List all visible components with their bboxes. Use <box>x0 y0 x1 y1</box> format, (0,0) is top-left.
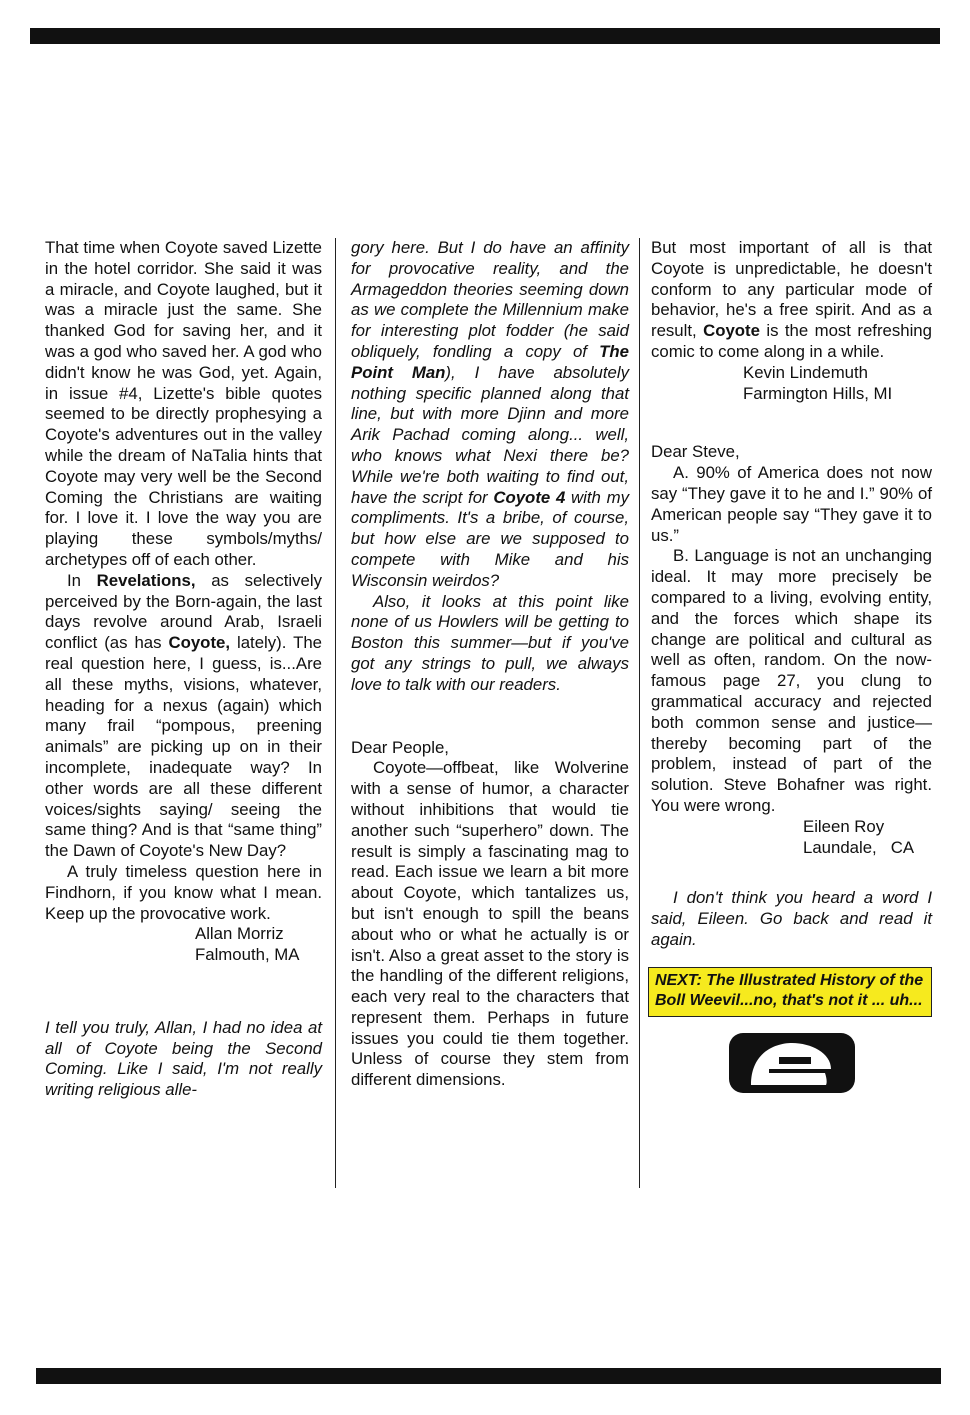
editor-reply: I tell you truly, Allan, I had no idea at all of Coyote being the Second Coming. Like I said, I'm not really writing religious alle- <box>45 1017 322 1100</box>
next-issue-box: NEXT: The Illustrated History of the Boll Weevil...no, that's not it ... uh... <box>648 967 932 1017</box>
editor-reply: I don't think you heard a word I said, Eileen. Go back and read it again. <box>651 888 932 949</box>
letter-salutation: Dear People, <box>351 737 449 757</box>
editor-reply: gory here. But I do have an affinity for provocative reality, and the Armageddon theories seeming down as we complete the Millennium make for interesting plot fodder (he said obliquely, fondling a copy of The Point Man), I have absolutely nothing specific planned along that line, but with more Djinn and more Arik Pachad coming along... well, who knows what Nexi there be? While we're both waiting to find out, have the script for Coyote 4 with my compliments. It's a bribe, of course, but how else are we supposed to compete with Mike and his Wisconsin weirdos? <box>351 238 630 590</box>
title-coyote-4: Coyote 4 <box>493 487 566 507</box>
letter-column-1 <box>45 238 322 1101</box>
signature-location: Falmouth, MA <box>195 945 300 965</box>
title-the-point-man: The Point Man <box>351 341 629 382</box>
title-coyote: Coyote <box>703 321 760 341</box>
letter-salutation: Dear Steve, <box>651 442 740 462</box>
bottom-border-bar <box>36 1368 941 1384</box>
letter-column-2 <box>351 238 629 1091</box>
editor-reply: Also, it looks at this point like none of us Howlers will be getting to Boston this summer—but if you've got any strings to pull, we always love to talk with our readers. <box>351 591 629 694</box>
letter-column-3 <box>651 238 932 1099</box>
signature-location: Farmington Hills, MI <box>743 383 893 403</box>
title-coyote: Coyote, <box>168 633 231 653</box>
letter-paragraph: That time when Coyote saved Lizette in the hotel corridor. She said it was a miracle, and Coyote laughed, but it was a miracle just the same. She thanked God for saving her, and it was a god who saved her. A god who didn't know he was God, yet. Again, in issue #4, Lizette's bible quotes seemed to be directly prophesying a Coyote's adventures out in the valley while the dream of NaTalia hints that Coyote may very well be the Second Coming the Christians are waiting for. I love it. I love the way you are playing these symbols/myths/ archetypes off of each other. <box>45 238 322 569</box>
letter-paragraph: A. 90% of America does not now say “They gave it to he and I.” 90% of American people say “They gave it to us.” <box>651 463 932 545</box>
letter-paragraph: But most important of all is that Coyote is unpredictable, he doesn't conform to any particular mode of behavior, he's a free spirit. And as a result, Coyote is the most refreshing comic to come along in a while. <box>651 238 932 361</box>
letter-paragraph: In Revelations, as selectively perceived by the Born-again, the last days revolve around Arab, Israeli conflict (as has Coyote, lately). The real question here, I guess, is...Are all these myths, visions, whatever, heading for a nexus (again) which many frail “pompous, preening animals” are picking up on in their incomplete, inadequate way? In other words are all these different voices/sights saying/ seeing the same thing? And is that “same thing” the Dawn of Coyote's New Day? <box>45 570 322 861</box>
signature-name: Eileen Roy <box>803 816 885 836</box>
title-revelations: Revelations, <box>96 570 196 590</box>
signature-name: Allan Morriz <box>195 924 284 944</box>
signature-location: Laundale, CA <box>803 837 915 857</box>
letter-paragraph: Coyote—offbeat, like Wolverine with a sense of humor, a character without inhibitions that would tie another such “superhero” down. The result is simply a fascinating mag to read. Each issue we learn a bit more about Coyote, which tantalizes us, but isn't enough to spill the beans about who or what he actually is or isn't. Also a great asset to the story is the handling of the different religions, each very real to the characters that represent them. Perhaps in future issues you could tie them together. Unless of course they stem from different dimensions. <box>351 758 629 1090</box>
column-divider <box>335 238 336 1188</box>
letter-paragraph: B. Language is not an unchanging ideal. It may more precisely be compared to a living, evolving entity, and the forces which shape its change are political and cultural as well as often, random. On the now-famous page 27, you clung to grammatical accuracy and rejected both common sense and justice—thereby becoming part of the problem, instead of part of the solution. Steve Bohafner was right. You were wrong. <box>651 546 932 815</box>
letter-paragraph: A truly timeless question here in Findhorn, if you know what I mean. Keep up the provocative work. <box>45 861 322 923</box>
eclipse-e-logo-icon <box>729 1033 855 1093</box>
column-divider <box>639 238 640 1188</box>
signature-name: Kevin Lindemuth <box>743 362 869 382</box>
top-border-bar <box>30 28 940 44</box>
